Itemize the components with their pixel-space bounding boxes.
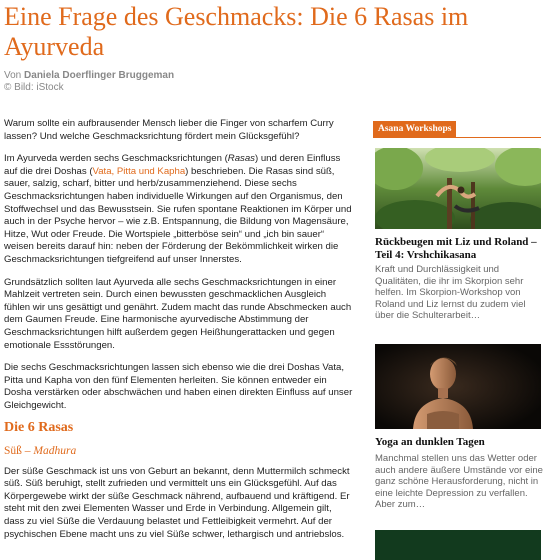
paragraph-4: Der süße Geschmack ist uns von Geburt an bekannt, denn Muttermilch schmeckt süß. Süß beruhigt, stellt zufrieden und vermittelt uns ein Glücksgefühl. Auf das Körpergewebe wirkt der süße Geschmack nährend, aufbauend und kräftigend. Er steht mit den zwei Elementen Wasser und Erde in Verbindung. Allgemein gilt, dass zu viel Süße die Verdauung belastet und Fettleibigkeit vermehrt. Auf der psychischen Ebene macht uns zu viel Süße schwer, lethargisch und antriebslos.: [4, 465, 350, 540]
sidebar-item-2-title[interactable]: Yoga an dunklen Tagen: [375, 436, 485, 448]
sidebar-item-2-image[interactable]: [375, 344, 541, 429]
sidebar-tab[interactable]: Asana Workshops: [373, 121, 456, 137]
sidebar-divider: [373, 137, 541, 138]
paragraph-1: [4, 153, 354, 266]
photo-credit: © Bild: iStock: [4, 82, 64, 93]
sidebar-item-3-image[interactable]: [375, 530, 541, 560]
article-title: Eine Frage des Geschmacks: Die 6 Rasas im Ayurveda: [4, 2, 469, 61]
paragraph-3: Die sechs Geschmacksrichtungen lassen sich ebenso wie die drei Doshas Vata, Pitta und Kapha von den fünf Elementen herleiten. Sie können entweder ein Dosha verstärken oder abschwächen und haben einen direkten Einfluss auf unser Gleichgewicht.: [4, 362, 353, 411]
sub-heading-italic: Madhura: [33, 445, 77, 458]
sub-heading-text: Süß –: [4, 445, 34, 458]
byline: [4, 70, 174, 94]
p1-rasas: Rasas: [227, 153, 255, 165]
paragraph-2: Grundsätzlich sollten laut Ayurveda alle sechs Geschmacksrichtungen in einer Mahlzeit vertreten sein. Durch einen bewussten geschmacklichen Ausgleich fühlen wir uns gesättigt und genährt. Zudem macht das runde Abschmecken auch dem Gaumen Freude. Eine harmonische ayurvedische Abstimmung der Geschmacksrichtungen hilft außerdem gegen Heißhungerattacken und gegen emotionale Essstörungen.: [4, 276, 352, 351]
article-body: [4, 118, 354, 551]
doshas-link[interactable]: Vata, Pitta und Kapha: [92, 165, 186, 177]
p1-text-c: ) beschrieben. Die Rasas sind süß, sauer, salzig, scharf, bitter und herb/zusammenziehend. Diese sechs Geschmacksrichtungen haben individuelle Wirkungen auf den Organismus, den Stoffwechsel und das Bewusstsein. Sie rufen spontane Reaktionen im Körper und auch in der Psyche hervor – wie z.B. Entspannung, die Bildung von Magensäure, Hitze, Wut oder Freude. Die Wortspiele „bitterböse sein“ und „ich bin sauer“ weisen bereits darauf hin: neben der Förderung der Bekömmlichkeit wirken die Geschmacksrichtungen tiefgreifend auf unser Innerstes.: [4, 165, 352, 265]
sidebar-item-1-image[interactable]: [375, 148, 541, 229]
author-link[interactable]: Daniela Doerflinger Bruggeman: [24, 70, 175, 81]
sidebar-item-1-excerpt: Kraft und Durchlässigkeit und Qualitäten, die ihr im Skorpion sehr helfen. Im Skorpion-Workshop von Roland und Liz lernst du zudem viel über die Schulterarbeit…: [375, 264, 526, 321]
p1-text-b: ) und deren Einfluss auf die drei Doshas (: [4, 153, 341, 177]
sidebar-item-2-excerpt: Manchmal stellen uns das Wetter oder auch andere äußere Umstände vor eine ganz schöne Herausforderung, nicht in eine leichte Depression zu verfallen. Aber zum…: [375, 453, 543, 510]
author-prefix: Von: [4, 70, 25, 81]
intro-paragraph: Warum sollte ein aufbrausender Mensch lieber die Finger von scharfem Curry lassen? Und welche Geschmacksrichtung fördert mein Glücksgefühl?: [4, 118, 334, 142]
section-heading: Die 6 Rasas: [4, 420, 74, 436]
sidebar-item-1-title[interactable]: Rückbeugen mit Liz und Roland – Teil 4: Vrshchikasana: [375, 236, 537, 261]
p1-text-a: Im Ayurveda werden sechs Geschmacksrichtungen (: [4, 153, 228, 165]
subsection-heading: [4, 445, 354, 458]
sidebar: [373, 118, 548, 510]
